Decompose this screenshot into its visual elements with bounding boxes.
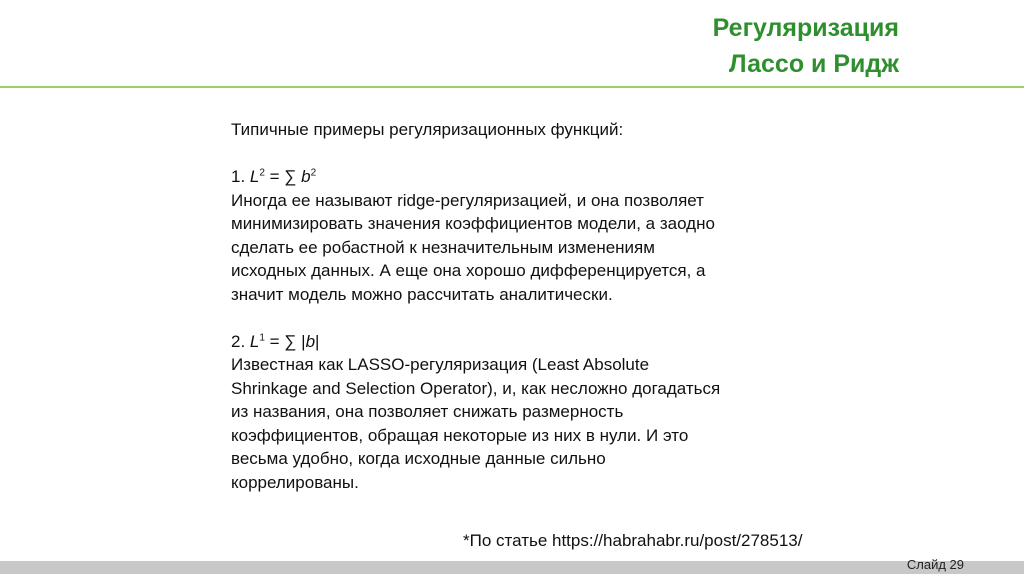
item1-desc-line: сделать ее робастной к незначительным изменениям bbox=[231, 237, 655, 257]
item1-desc-line: исходных данных. А еще она хорошо дифференцируется, а bbox=[231, 261, 706, 280]
formula-l2-letter: L bbox=[249, 167, 260, 186]
spacer bbox=[231, 142, 851, 166]
item2-desc-line: коррелированы. bbox=[231, 472, 359, 492]
title-line-2: Лассо и Ридж bbox=[728, 50, 899, 78]
item2-desc-line: Shrinkage and Selection Operator), и, как несложно догадаться bbox=[231, 378, 721, 398]
footer-bar bbox=[0, 561, 1024, 574]
item1-number: 1. bbox=[231, 167, 250, 186]
formula-l2-sum: = ∑ bbox=[264, 167, 302, 186]
formula-l1 bbox=[231, 330, 851, 354]
formula-l2-var: b bbox=[301, 167, 311, 186]
source-citation: *По статье https://habrahabr.ru/post/278513/ bbox=[463, 531, 803, 550]
title-divider bbox=[0, 86, 1024, 88]
formula-l1-exponent: 1 bbox=[259, 331, 265, 343]
slide-body bbox=[231, 118, 851, 494]
item2-desc-line: весьма удобно, когда исходные данные сильно bbox=[231, 449, 606, 468]
formula-l2-exponent: 2 bbox=[259, 167, 265, 179]
formula-l1-letter: L bbox=[249, 331, 260, 351]
item1-desc-line: минимизировать значения коэффициентов модели, а заодно bbox=[231, 214, 715, 233]
spacer bbox=[231, 306, 851, 330]
slide-number: Слайд 29 bbox=[906, 557, 964, 572]
item2-number: 2. bbox=[231, 331, 250, 351]
formula-l2 bbox=[231, 165, 851, 189]
item2-desc-line: Известная как LASSO-регуляризация (Least Absolute bbox=[231, 355, 650, 374]
formula-l1-sum: = ∑ | bbox=[264, 331, 306, 351]
intro-text: Типичные примеры регуляризационных функций: bbox=[231, 120, 624, 139]
slide-title bbox=[479, 10, 899, 82]
formula-l2-var-exponent: 2 bbox=[310, 167, 317, 179]
item2-desc-line: из названия, она позволяет снижать размерность bbox=[231, 402, 624, 421]
formula-l1-end: | bbox=[315, 331, 320, 351]
item1-desc-line: значит модель можно рассчитать аналитически. bbox=[231, 284, 613, 304]
title-line-1: Регуляризация bbox=[712, 14, 899, 42]
item2-desc-line: коэффициентов, обращая некоторые из них в нули. И это bbox=[231, 425, 689, 445]
formula-l1-var: b bbox=[305, 331, 316, 351]
item1-desc-line: Иногда ее называют ridge-регуляризацией, и она позволяет bbox=[231, 190, 704, 210]
